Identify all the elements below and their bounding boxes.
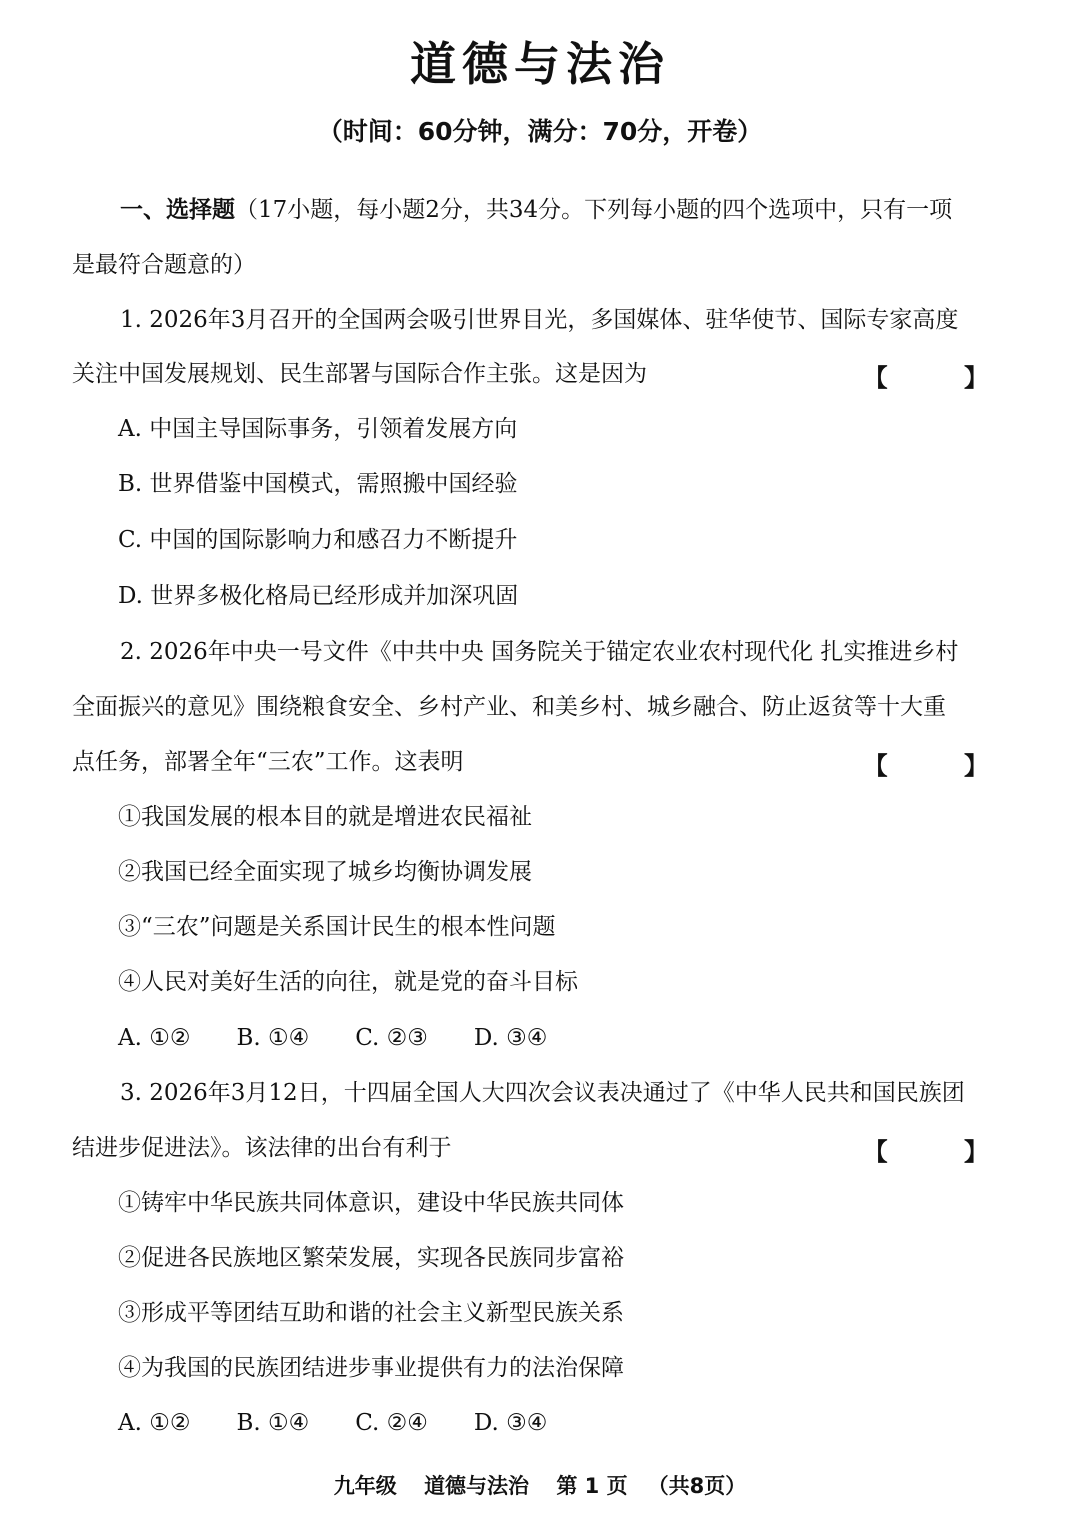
- q2-choice-a: A. ①②: [118, 1025, 191, 1051]
- question-2-stem-cont-2: 点任务，部署全年“三农”工作。这表明: [72, 749, 464, 775]
- q3-statement-3: ③形成平等团结互助和谐的社会主义新型民族关系: [118, 1300, 624, 1326]
- q2-choice-d: D. ③④: [473, 1025, 548, 1051]
- footer-grade: 九年级: [333, 1474, 397, 1498]
- q3-statement-4: ④为我国的民族团结进步事业提供有力的法治保障: [118, 1355, 624, 1381]
- q3-choice-c: C. ②④: [355, 1410, 428, 1436]
- answer-bracket: 【 】: [863, 1137, 1022, 1166]
- page-footer: [0, 1470, 1080, 1500]
- footer-subject: 道德与法治: [424, 1474, 530, 1498]
- q1-option-b: B. 世界借鉴中国模式，需照搬中国经验: [118, 471, 518, 497]
- question-3-stem-cont: 结进步促进法》。该法律的出台有利于: [72, 1135, 452, 1161]
- q3-statement-1: ①铸牢中华民族共同体意识，建设中华民族共同体: [118, 1190, 624, 1216]
- page-title: 道德与法治: [410, 37, 670, 91]
- q2-statement-1: ①我国发展的根本目的就是增进农民福祉: [118, 804, 532, 830]
- q3-choice-d: D. ③④: [473, 1410, 548, 1436]
- answer-bracket: 【 】: [863, 363, 1022, 392]
- q3-choice-a: A. ①②: [118, 1410, 191, 1436]
- q1-option-c: C. 中国的国际影响力和感召力不断提升: [118, 527, 518, 553]
- q2-choice-c: C. ②③: [355, 1025, 428, 1051]
- section-heading-line: [72, 194, 1022, 226]
- section-instruction-cont: 是最符合题意的）: [72, 252, 256, 278]
- footer-page-number: 第 1 页: [556, 1474, 628, 1498]
- answer-bracket: 【 】: [863, 751, 1022, 780]
- footer-total-pages: （共8页）: [647, 1474, 747, 1498]
- question-3-stem: 3. 2026年3月12日，十四届全国人大四次会议表决通过了《中华人民共和国民族团: [120, 1080, 965, 1106]
- q2-choices: [118, 1022, 1022, 1054]
- q2-choice-b: B. ①④: [236, 1025, 310, 1051]
- q2-statement-2: ②我国已经全面实现了城乡均衡协调发展: [118, 859, 532, 885]
- question-2-stem: 2. 2026年中央一号文件《中共中央 国务院关于锚定农业农村现代化 扎实推进乡村: [120, 639, 959, 665]
- exam-info: （时间：60分钟，满分：70分，开卷）: [317, 117, 763, 146]
- q3-choice-b: B. ①④: [236, 1410, 310, 1436]
- question-1-stem: 1. 2026年3月召开的全国两会吸引世界目光，多国媒体、驻华使节、国际专家高度: [120, 307, 959, 333]
- question-2-stem-cont: 全面振兴的意见》围绕粮食安全、乡村产业、和美乡村、城乡融合、防止返贫等十大重: [72, 694, 946, 720]
- q3-choices: [118, 1407, 1022, 1439]
- q1-option-a: A. 中国主导国际事务，引领着发展方向: [118, 416, 518, 442]
- q1-option-d: D. 世界多极化格局已经形成并加深巩固: [118, 583, 519, 609]
- section-heading: 一、选择题: [120, 197, 235, 223]
- q2-statement-4: ④人民对美好生活的向往，就是党的奋斗目标: [118, 969, 578, 995]
- section-instruction: （17小题，每小题2分，共34分。下列每小题的四个选项中，只有一项: [235, 197, 953, 223]
- q2-statement-3: ③“三农”问题是关系国计民生的根本性问题: [118, 914, 556, 940]
- question-1-stem-cont: 关注中国发展规划、民生部署与国际合作主张。这是因为: [72, 361, 647, 387]
- q3-statement-2: ②促进各民族地区繁荣发展，实现各民族同步富裕: [118, 1245, 624, 1271]
